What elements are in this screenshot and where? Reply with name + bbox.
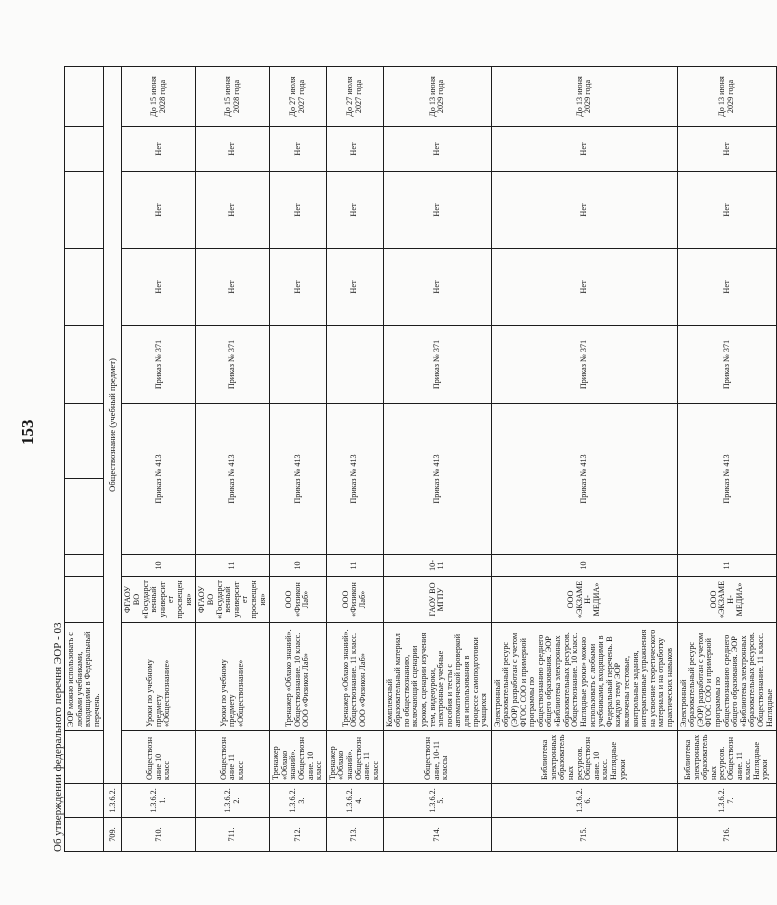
order-b: Приказ № 371 [677, 326, 777, 404]
section-title: Обществознание (учебный предмет) [104, 67, 122, 784]
table-row [491, 67, 677, 852]
table-row [270, 67, 327, 852]
resource-name: Обществознание 11 класс [196, 731, 270, 784]
grade: 11 [196, 555, 270, 577]
resource-description: Комплексный образовательный материал по обществознанию, включающий сценарии уроков, сценарии изучения тем, видеоуроки, электронные учебные пособия и тесты с автоматической проверкой для использования в процессе самоподготовки учащихся [383, 623, 491, 731]
resource-description: Тренажер «Облако знаний». Обществознание. 11 класс. ООО «Физикон Лаб» [326, 623, 383, 731]
resource-description: Электронный образовательный ресурс (ЭОР) разработан с учетом ФГОС СОО и примерной программы по обществознанию среднего общего образования. ЭОР «Библиотека электронных образовательных ресурсов. Обществознание. 11 класс. Наглядные [677, 623, 777, 731]
row-number: 710. [122, 818, 196, 852]
cell-empty [65, 67, 104, 127]
publisher: ГАОУ ВО МГПУ [383, 577, 491, 623]
resource-name: Тренажер «Облако знаний». Обществознание. 10 класс [270, 731, 327, 784]
note-cell: ЭОР можно использовать с любыми учебниками, входящими в Федеральный перечень. [65, 623, 104, 731]
row-code: 1.3.6.2.3. [270, 784, 327, 818]
resource-description: Уроки по учебному предмету «Обществознание» [196, 623, 270, 731]
flag-1: Нет [677, 249, 777, 326]
publisher: ФГАОУ ВО «Государственный университет просвещения» [196, 577, 270, 623]
flag-2: Нет [196, 172, 270, 249]
order-a: Приказ № 413 [491, 404, 677, 555]
publisher: ООО «ЭКЗАМЕН-МЕДИА» [677, 577, 777, 623]
cell-empty [65, 479, 104, 555]
grade: 11 [326, 555, 383, 577]
flag-2: Нет [326, 172, 383, 249]
section-row [104, 67, 122, 852]
cell-empty [65, 326, 104, 404]
cell-empty [65, 784, 104, 818]
row-code: 1.3.6.2.1. [122, 784, 196, 818]
cell-empty [65, 818, 104, 852]
publisher: ООО «Физикон Лаб» [326, 577, 383, 623]
valid-until: До 27 июля 2027 года [326, 67, 383, 127]
rotated-page [52, 67, 774, 852]
flag-2: Нет [491, 172, 677, 249]
flag-1: Нет [122, 249, 196, 326]
table-row [677, 67, 777, 852]
flag-1: Нет [196, 249, 270, 326]
flag-1: Нет [383, 249, 491, 326]
flag-2: Нет [122, 172, 196, 249]
flag-3: Нет [270, 127, 327, 172]
valid-until: До 13 июня 2029 года [677, 67, 777, 127]
cell-empty [65, 172, 104, 249]
grade: 10 [122, 555, 196, 577]
flag-3: Нет [383, 127, 491, 172]
valid-until: До 13 июня 2029 года [491, 67, 677, 127]
order-b: Приказ № 371 [383, 326, 491, 404]
row-number: 712. [270, 818, 327, 852]
valid-until: До 15 июня 2028 года [122, 67, 196, 127]
flag-3: Нет [677, 127, 777, 172]
order-a: Приказ № 413 [270, 404, 327, 555]
section-number: 709. [104, 818, 122, 852]
table-row [122, 67, 196, 852]
table-row [383, 67, 491, 852]
row-number: 716. [677, 818, 777, 852]
grade: 10-11 [383, 555, 491, 577]
flag-2: Нет [383, 172, 491, 249]
valid-until: До 13 июня 2029 года [383, 67, 491, 127]
order-a: Приказ № 413 [122, 404, 196, 555]
row-code: 1.3.6.2.6. [491, 784, 677, 818]
order-a: Приказ № 413 [326, 404, 383, 555]
row-number: 711. [196, 818, 270, 852]
continuation-row [65, 67, 104, 852]
order-a: Приказ № 413 [677, 404, 777, 555]
order-b: Приказ № 371 [122, 326, 196, 404]
flag-3: Нет [196, 127, 270, 172]
flag-3: Нет [326, 127, 383, 172]
order-b: Приказ № 371 [491, 326, 677, 404]
flag-2: Нет [270, 172, 327, 249]
eor-table [64, 66, 777, 852]
flag-1: Нет [491, 249, 677, 326]
order-b [326, 326, 383, 404]
grade: 10 [491, 555, 677, 577]
cell-empty [65, 555, 104, 577]
valid-until: До 27 июля 2027 года [270, 67, 327, 127]
resource-name: Тренажер «Облако знаний». Обществознание. 11 класс [326, 731, 383, 784]
cell-empty [65, 731, 104, 784]
row-code: 1.3.6.2.2. [196, 784, 270, 818]
flag-3: Нет [491, 127, 677, 172]
resource-name: Обществознание, 10-11 классы [383, 731, 491, 784]
resource-description: Уроки по учебному предмету «Обществознание» [122, 623, 196, 731]
grade: 10 [270, 555, 327, 577]
flag-2: Нет [677, 172, 777, 249]
order-b: Приказ № 371 [196, 326, 270, 404]
page-number: 153 [18, 419, 37, 445]
publisher: ООО «Физикон Лаб» [270, 577, 327, 623]
section-code: 1.3.6.2. [104, 784, 122, 818]
row-code: 1.3.6.2.4. [326, 784, 383, 818]
cell-empty [65, 577, 104, 623]
grade: 11 [677, 555, 777, 577]
row-number: 714. [383, 818, 491, 852]
resource-description: Тренажер «Облако знаний». Обществознание. 10 класс. ООО «Физикон Лаб» [270, 623, 327, 731]
order-a: Приказ № 413 [196, 404, 270, 555]
flag-3: Нет [122, 127, 196, 172]
footnote: Об утверждении федерального перечня ЭОР - 03 [52, 622, 64, 852]
row-code: 1.3.6.2.7. [677, 784, 777, 818]
publisher: ФГАОУ ВО «Государственный университет просвещения» [122, 577, 196, 623]
row-number: 715. [491, 818, 677, 852]
flag-1: Нет [270, 249, 327, 326]
cell-empty [65, 127, 104, 172]
order-a: Приказ № 413 [383, 404, 491, 555]
cell-empty [65, 404, 104, 479]
order-b [270, 326, 327, 404]
row-number: 713. [326, 818, 383, 852]
resource-name: Библиотека электронных образовательных ресурсов. Обществознание. 10 класс. Наглядные уроки [491, 731, 677, 784]
flag-1: Нет [326, 249, 383, 326]
resource-description: Электронный образовательный ресурс (ЭОР) разработан с учетом ФГОС СОО и примерной программы по обществознанию среднего общего образования. ЭОР «Библиотека электронных образовательных ресурсов. Обществознание. 10 класс. Наглядные уроки» можно использовать с любыми учебниками, входящими в Федеральный перечень. В каждую тему ЭОР включены тестовые, контрольные задания, интерактивные упражнения на усвоение теоретического материала и на отработку практических навыков [491, 623, 677, 731]
table-row [196, 67, 270, 852]
resource-name: Библиотека электронных образовательных ресурсов. Обществознание. 11 класс. Наглядные уроки [677, 731, 777, 784]
row-code: 1.3.6.2.5. [383, 784, 491, 818]
cell-empty [65, 249, 104, 326]
publisher: ООО «ЭКЗАМЕН-МЕДИА» [491, 577, 677, 623]
table-row [326, 67, 383, 852]
valid-until: До 15 июня 2028 года [196, 67, 270, 127]
resource-name: Обществознание 10 класс [122, 731, 196, 784]
